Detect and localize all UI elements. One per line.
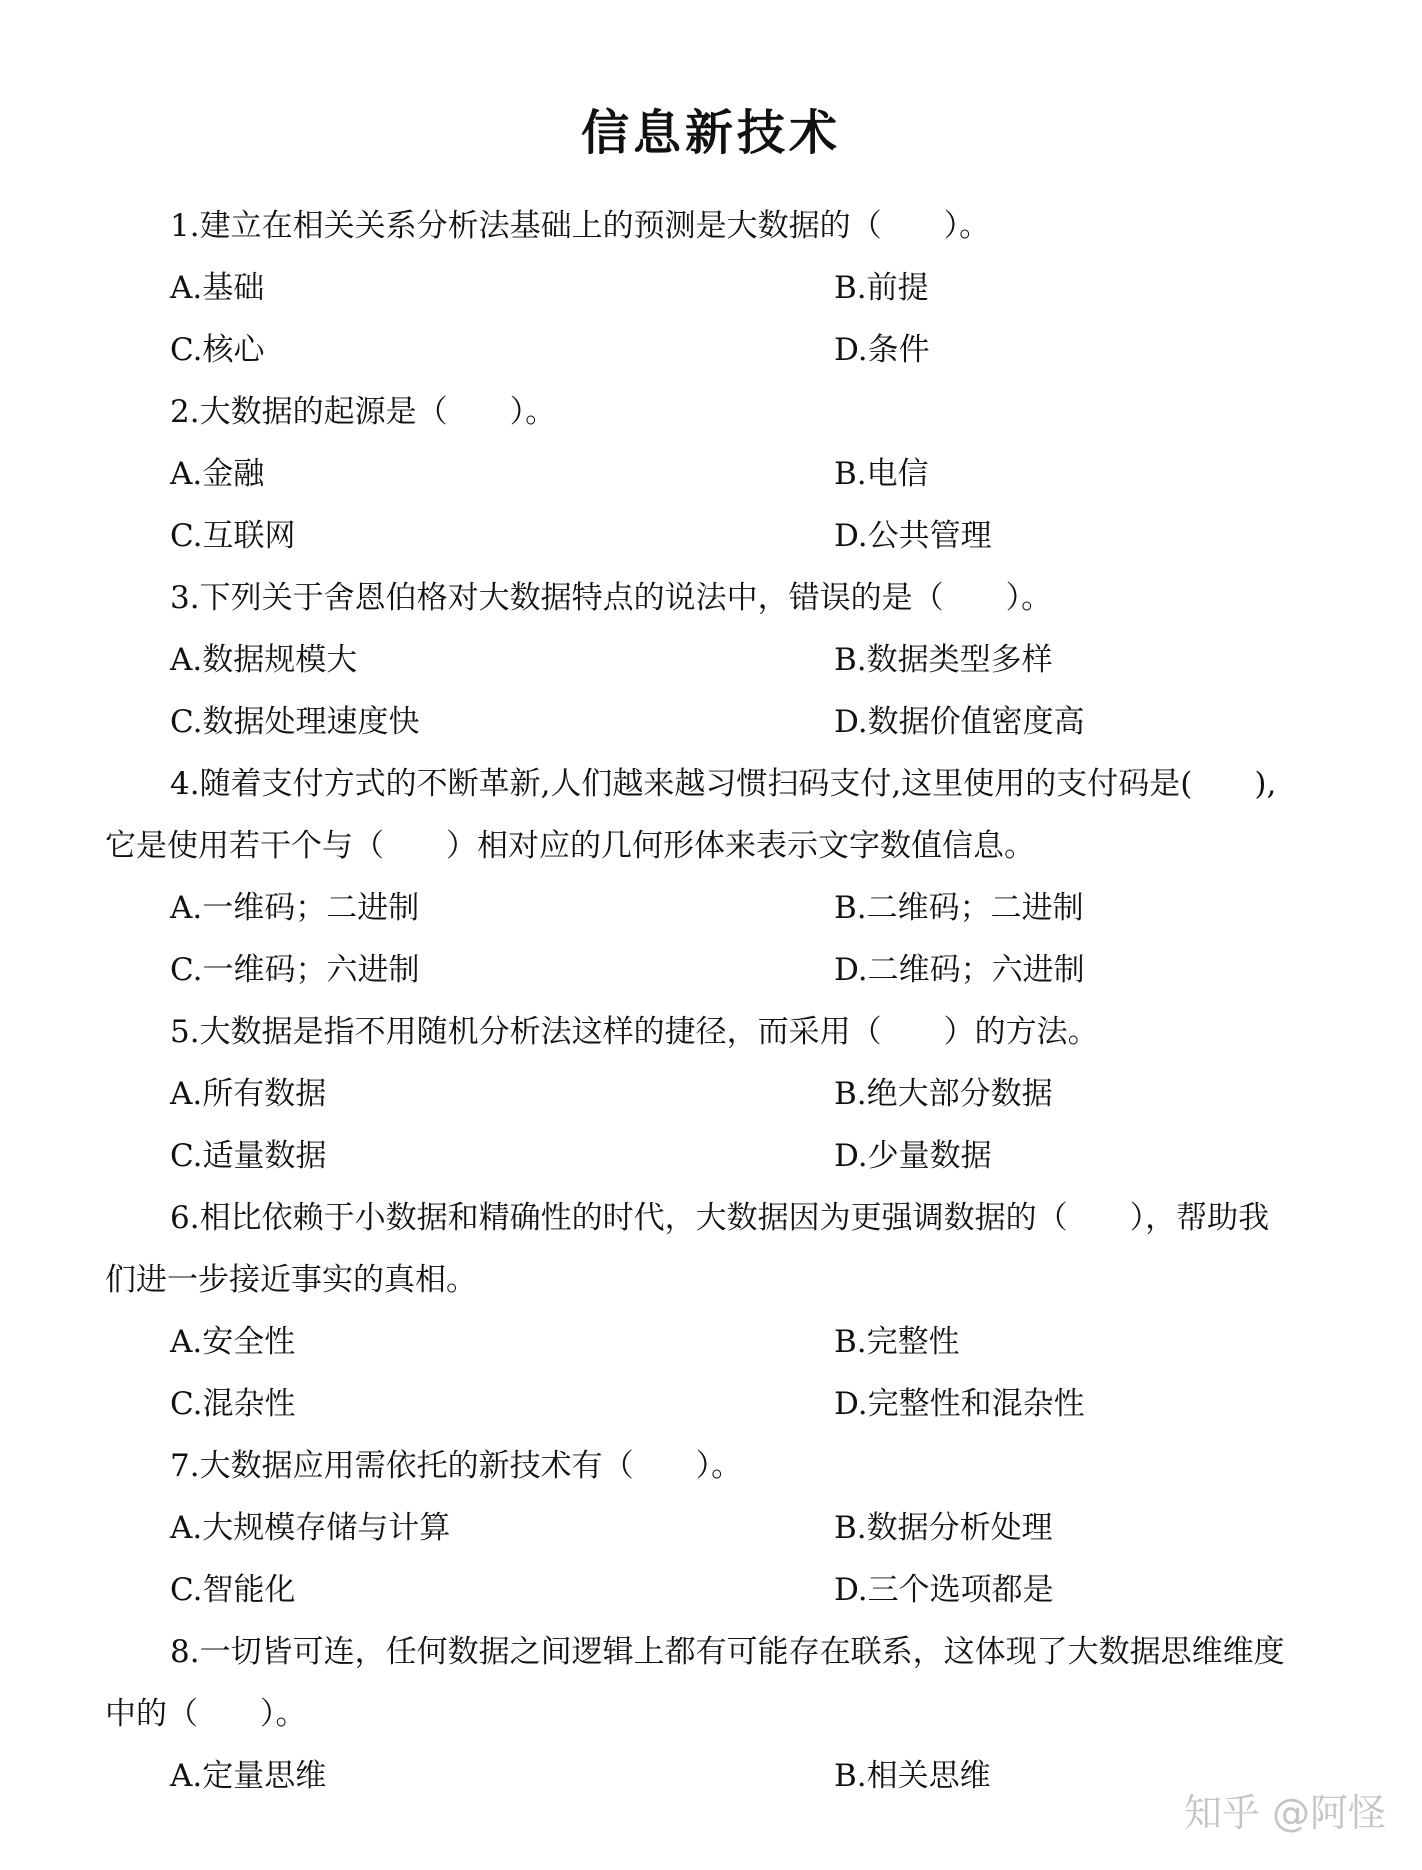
question-5-text: 5.大数据是指不用随机分析法这样的捷径，而采用（ ）的方法。	[170, 1014, 1099, 1050]
question-8-text: 8.一切皆可连，任何数据之间逻辑上都有可能存在联系，这体现了大数据思维维度	[170, 1634, 1285, 1670]
watermark: 知乎 @阿怪	[1183, 1791, 1386, 1835]
page-title: 信息新技术	[580, 105, 841, 161]
question-7-option-c: C.智能化	[170, 1572, 296, 1608]
question-4-text-continued: 它是使用若干个与（ ）相对应的几何形体来表示文字数值信息。	[105, 828, 1035, 864]
question-1-option-c: C.核心	[170, 332, 265, 368]
question-3-option-c: C.数据处理速度快	[170, 704, 420, 740]
question-4-option-a: A.一维码；二进制	[170, 890, 420, 926]
question-4-option-d: D.二维码；六进制	[834, 952, 1085, 988]
question-4-text: 4.随着支付方式的不断革新,人们越来越习惯扫码支付,这里使用的支付码是( ),	[170, 766, 1277, 802]
question-3-text: 3.下列关于舍恩伯格对大数据特点的说法中，错误的是（ ）。	[170, 580, 1053, 616]
question-5-option-d: D.少量数据	[834, 1138, 992, 1174]
question-2-option-c: C.互联网	[170, 518, 296, 554]
question-4-option-c: C.一维码；六进制	[170, 952, 420, 988]
question-7-option-b: B.数据分析处理	[834, 1510, 1053, 1546]
question-6-option-b: B.完整性	[834, 1324, 960, 1360]
question-8-text-continued: 中的（ ）。	[105, 1696, 307, 1732]
question-6-option-c: C.混杂性	[170, 1386, 296, 1422]
question-3-option-d: D.数据价值密度高	[834, 704, 1085, 740]
question-5-option-b: B.绝大部分数据	[834, 1076, 1053, 1112]
question-6-option-a: A.安全性	[170, 1324, 296, 1360]
question-2-option-d: D.公共管理	[834, 518, 992, 554]
question-8-option-b: B.相关思维	[834, 1758, 991, 1794]
question-7-option-d: D.三个选项都是	[834, 1572, 1054, 1608]
question-1-option-a: A.基础	[170, 270, 265, 306]
question-1-option-b: B.前提	[834, 270, 929, 306]
question-5-option-c: C.适量数据	[170, 1138, 327, 1174]
question-2-text: 2.大数据的起源是（ ）。	[170, 394, 557, 430]
question-6-text: 6.相比依赖于小数据和精确性的时代，大数据因为更强调数据的（ ），帮助我	[170, 1200, 1270, 1236]
question-7-text: 7.大数据应用需依托的新技术有（ ）。	[170, 1448, 743, 1484]
question-3-option-b: B.数据类型多样	[834, 642, 1053, 678]
question-1-option-d: D.条件	[834, 332, 930, 368]
question-8-option-a: A.定量思维	[170, 1758, 327, 1794]
question-7-option-a: A.大规模存储与计算	[170, 1510, 451, 1546]
question-6-text-continued: 们进一步接近事实的真相。	[105, 1262, 477, 1298]
question-2-option-b: B.电信	[834, 456, 929, 492]
question-1-text: 1.建立在相关关系分析法基础上的预测是大数据的（ ）。	[170, 208, 991, 244]
question-3-option-a: A.数据规模大	[170, 642, 358, 678]
question-4-option-b: B.二维码；二进制	[834, 890, 1084, 926]
question-2-option-a: A.金融	[170, 456, 265, 492]
question-5-option-a: A.所有数据	[170, 1076, 327, 1112]
question-6-option-d: D.完整性和混杂性	[834, 1386, 1085, 1422]
